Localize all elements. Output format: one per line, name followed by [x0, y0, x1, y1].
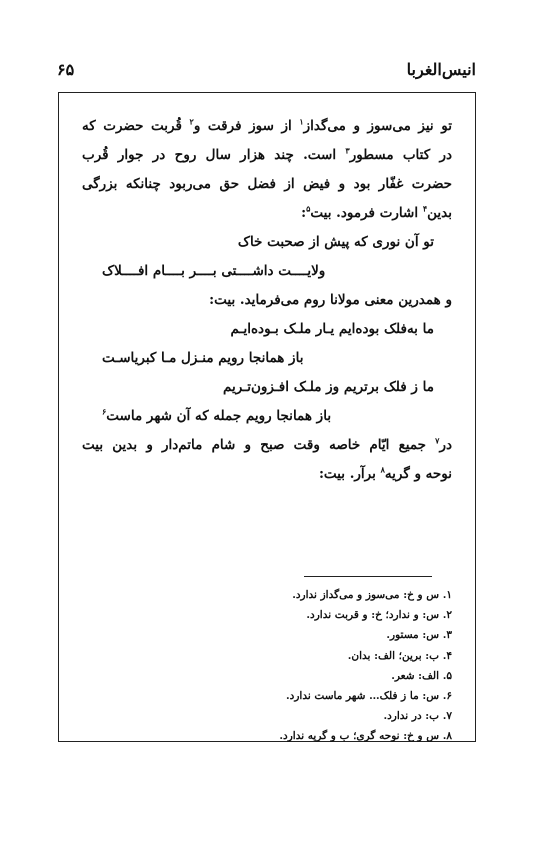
footnote-item	[230, 726, 452, 746]
running-title: انیس‌الغربا	[406, 60, 476, 79]
footnote-number: ۷.	[442, 710, 452, 723]
page-number: ۶۵	[57, 60, 75, 79]
text-run: در کتاب مسطور	[349, 147, 452, 163]
text-run: اشارت فرمود. بیت	[310, 205, 423, 221]
footnote-marker: ۲	[189, 116, 194, 127]
footnotes	[230, 585, 452, 747]
verse-line	[82, 344, 452, 373]
footnote-text: س و خ: نوحه گری؛ ب و گریه ندارد.	[279, 730, 443, 743]
footnote-marker: ۷	[435, 435, 440, 446]
footnote-text: س و خ: می‌سوز و می‌گداز ندارد.	[292, 589, 443, 601]
footnote-marker: ۳	[345, 145, 350, 156]
text-run: از سوز فرقت و	[193, 118, 300, 134]
footnote-number: ۶.	[442, 689, 452, 702]
verse-line	[82, 315, 452, 344]
text-line	[82, 286, 452, 315]
text-run: در	[439, 437, 452, 453]
footnote-marker: ۱	[299, 116, 304, 127]
page-header	[57, 60, 476, 82]
footnote-item	[230, 605, 452, 625]
footnote-item	[230, 706, 452, 726]
text-run: نوحه و گریه	[384, 466, 452, 482]
footnote-item	[230, 646, 452, 666]
footnote-text: س: ما ز فلک… شهر ماست ندارد.	[286, 689, 443, 702]
footnote-text: س: مستور.	[386, 629, 443, 642]
text-line	[82, 141, 452, 170]
text-run: و همدرین معنی مولانا روم می‌فرماید. بیت:	[209, 292, 452, 308]
text-run: تو آن نوری که پیش از صحبت خاک	[237, 234, 434, 250]
footnote-text: س: و ندارد؛ خ: و قربت ندارد.	[306, 609, 443, 622]
footnote-text: ب: در ندارد.	[383, 710, 443, 723]
footnote-marker: ۴	[422, 203, 428, 214]
verse-line	[82, 402, 452, 431]
footnote-marker: ۵	[306, 203, 311, 214]
footnote-text: ب: برین؛ الف: بدان.	[347, 649, 443, 662]
text-run: ما ز فلک برتریم وز ملـک افـزون‌تـریم	[223, 379, 434, 395]
verse-line	[82, 257, 452, 286]
text-run: است. چند هزار سال روح در جوار قُرب	[82, 147, 346, 163]
footnote-item	[230, 666, 452, 686]
text-run: :	[301, 205, 307, 221]
footnote-item	[230, 686, 452, 706]
text-run: برآر. بیت:	[318, 466, 381, 482]
footnote-number: ۸.	[442, 730, 452, 743]
footnote-marker: ۸	[380, 464, 385, 475]
footnote-text: الف: شعر.	[391, 669, 443, 682]
footnote-number: ۲.	[442, 609, 452, 622]
text-line	[82, 431, 452, 460]
text-run: جمیع ایّام خاصه وقت صبح و شام ماتم‌دار و بدین بیت	[82, 437, 436, 453]
footnote-item	[230, 625, 452, 645]
text-run: قُربت حضرت که	[82, 118, 190, 134]
footnote-marker: ۶	[102, 406, 107, 417]
text-run: بدین	[427, 205, 452, 221]
text-run: تو نیز می‌سوز و می‌گداز	[303, 118, 452, 134]
text-line	[82, 112, 452, 141]
text-run: ما به‌فلک بوده‌ایم یـار ملـک بـوده‌ایـم	[230, 321, 434, 337]
footnote-number: ۱.	[442, 589, 452, 601]
verse-line	[82, 373, 452, 402]
text-line	[82, 199, 452, 228]
footnote-number: ۵.	[442, 669, 452, 682]
text-line	[82, 170, 452, 199]
text-run: باز همانجا رویم منـزل مـا کبریاسـت	[102, 350, 304, 366]
text-run: باز همانجا رویم جمله که آن شهر ماست	[106, 408, 332, 424]
footnote-number: ۴.	[442, 649, 452, 662]
text-run: ولایــــت داشــــتی بــــر بــــام افــــلاک	[102, 263, 326, 279]
footnote-item	[230, 585, 452, 605]
text-line	[82, 460, 452, 489]
text-run: حضرت غفّار بود و فیض از فضل حق می‌ربود چنانکه بزرگی	[82, 176, 452, 192]
footnote-number: ۳.	[442, 629, 452, 642]
footnote-separator	[304, 576, 432, 577]
main-text	[82, 112, 452, 489]
verse-line	[82, 228, 452, 257]
